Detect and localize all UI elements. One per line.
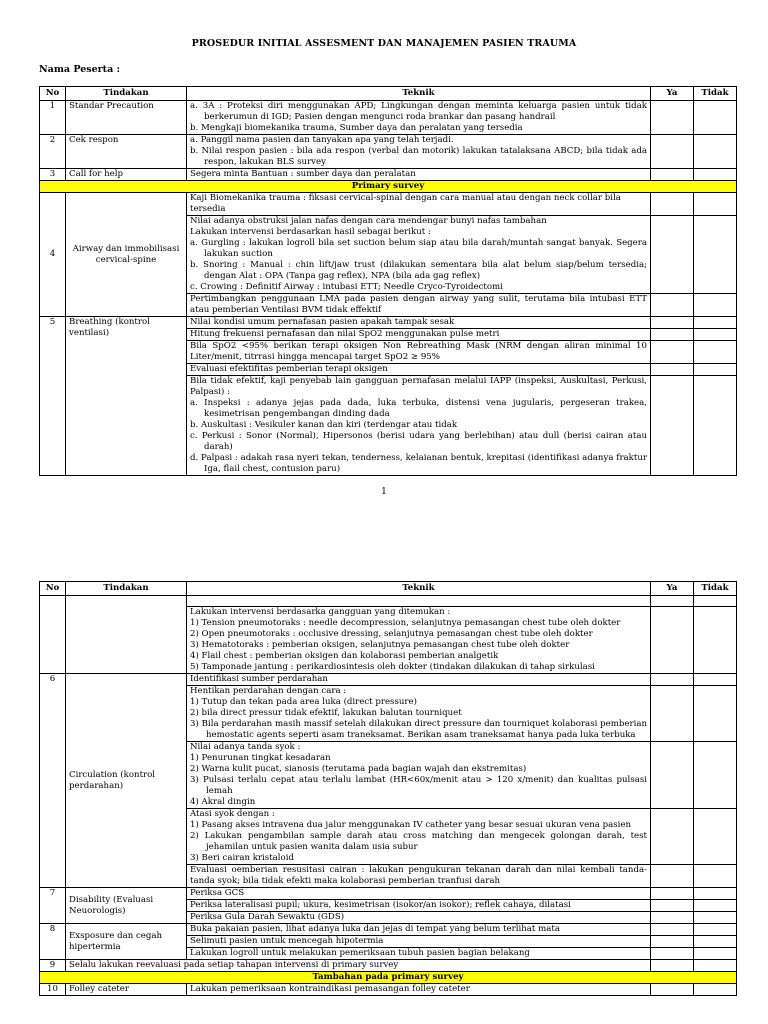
no-check-cell[interactable] [694,936,737,948]
yes-check-cell[interactable] [651,742,694,809]
technique-item: 2) Lakukan pengambilan sample darah atau cross matching dan mengecek golongan darah, test jehamilan untuk pasien wanita dalam usia subur [190,831,647,852]
yes-check-cell[interactable] [651,936,694,948]
no-check-cell[interactable] [694,364,737,376]
technique-item: 2) Warna kulit pucat, sianosis (terutama pada bagian wajah dan ekstremitas) [190,764,527,774]
yes-check-cell[interactable] [651,294,694,317]
yes-check-cell[interactable] [651,948,694,960]
yes-check-cell[interactable] [651,135,694,169]
row-number: 5 [40,317,66,476]
header-no: No [40,87,66,101]
technique-item: 1) Penurunan tingkat kesadaran [190,753,331,763]
yes-check-cell[interactable] [651,900,694,912]
technique-item: 3) Hematotoraks : pemberian oksigen, selanjutnya pemasangan chest tube oleh dokter [190,640,570,650]
technique-item: 2) Open pneumotoraks : occlusive dressing, selanjutnya pemasangan chest tube oleh dokter [190,629,593,639]
page-title: PROSEDUR INITIAL ASSESMENT DAN MANAJEMEN PASIEN TRAUMA [191,38,577,49]
action-cell: Disability (Evaluasi Neuorologis) [66,888,187,924]
table-row [40,193,737,216]
header-no: No [40,582,66,596]
technique-item: a. Gurgling : lakukan logroll bila set suction belum siap atau bila darah/muntah sangat banyak. Segera lakukan suction [190,238,647,259]
no-check-cell[interactable] [694,912,737,924]
no-check-cell[interactable] [694,948,737,960]
procedure-table-page-2 [39,581,737,996]
no-check-cell[interactable] [694,865,737,888]
technique-item: a. Inspeksi : adanya jejas pada dada, luka terbuka, distensi vena jugularis, pergeseran trakea, kesimetrisan pengembangan dinding dada [190,398,647,419]
row-number: 1 [40,101,66,135]
header-yes: Ya [651,582,694,596]
header-technique: Teknik [187,87,651,101]
no-check-cell[interactable] [694,924,737,936]
technique-item: b. Snoring : Manual : chin lift/jaw trust (dilakukan sementara bila alat belum siap/belum tersedia; dengan Alat : OPA (Tanpa gag reflex), NPA (bila ada gag reflex) [190,260,647,281]
technique-item: 2) bila direct pressur tidak efektif, lakukan balutan tourniquet [190,708,462,718]
row-number-empty [40,596,66,674]
table-row [40,317,737,329]
no-check-cell[interactable] [694,294,737,317]
yes-check-cell[interactable] [651,329,694,341]
page-number: 1 [381,487,387,497]
no-check-cell[interactable] [694,984,737,996]
action-cell-empty [66,596,187,674]
no-check-cell[interactable] [694,674,737,686]
row-number: 3 [40,169,66,181]
table-row [40,674,737,686]
yes-check-cell[interactable] [651,865,694,888]
table-row [40,169,737,181]
technique-cell: Segera minta Bantuan : sumber daya dan peralatan [187,169,651,181]
table-row [40,135,737,169]
technique-cell: Hitung frekuensi pernafasan dan nilai SpO2 menggunakan pulse metri [187,329,651,341]
section-title-primary-survey: Primary survey [40,181,737,193]
row-number: 6 [40,674,66,888]
yes-check-cell[interactable] [651,960,694,972]
header-yes: Ya [651,87,694,101]
yes-check-cell[interactable] [651,674,694,686]
participant-label: Nama Peserta : [39,64,121,75]
no-check-cell[interactable] [694,809,737,865]
row-number: 7 [40,888,66,924]
action-cell: Breathing (kontrol ventilasi) [66,317,187,476]
section-header-row [40,972,737,984]
table-row [40,960,737,972]
yes-check-cell[interactable] [651,341,694,364]
technique-cell: Evaluasi efektifitas pemberian terapi oksigen [187,364,651,376]
technique-cell [187,101,651,135]
no-check-cell[interactable] [694,596,737,607]
technique-item: a. Panggil nama pasien dan tanyakan apa yang telah terjadi. [190,135,454,145]
action-cell: Exsposure dan cegah hipertermia [66,924,187,960]
technique-line: Nilai adanya obstruksi jalan nafas dengan cara mendengar bunyi nafas tambahan [190,216,547,226]
technique-line: Nilai adanya tanda syok : [190,742,301,752]
section-header-row [40,181,737,193]
technique-item: 4) Akral dingin [190,797,256,807]
header-no-answer: Tidak [694,582,737,596]
yes-check-cell[interactable] [651,317,694,329]
yes-check-cell[interactable] [651,216,694,294]
no-check-cell[interactable] [694,376,737,476]
technique-cell [187,742,651,809]
technique-item: 5) Tamponade jantung : perikardiosintesis oleh dokter (tindakan dilakukan di tahap sirkulasi [190,662,595,672]
yes-check-cell[interactable] [651,596,694,607]
table-row [40,596,737,607]
yes-check-cell[interactable] [651,686,694,742]
technique-item: 1) Tension pneumotoraks : needle decompression, selanjutnya pemasangan chest tube oleh dokter [190,618,621,628]
technique-cell: Lakukan pemeriksaan kontraindikasi pemasangan folley cateter [187,984,651,996]
action-cell: Circulation (kontrol perdarahan) [66,674,187,888]
header-no-answer: Tidak [694,87,737,101]
technique-cell: Selimuti pasien untuk mencegah hipotermia [187,936,651,948]
technique-item: 3) Beri cairan kristaloid [190,853,294,863]
yes-check-cell[interactable] [651,169,694,181]
no-check-cell[interactable] [694,607,737,674]
technique-cell: Periksa GCS [187,888,651,900]
no-check-cell[interactable] [694,135,737,169]
technique-line: Atasi syok dengan : [190,809,275,819]
row-number: 9 [40,960,66,972]
action-cell: Standar Precaution [66,101,187,135]
technique-cell [187,376,651,476]
row-number: 4 [40,193,66,317]
technique-cell [187,135,651,169]
yes-check-cell[interactable] [651,888,694,900]
table-row [40,888,737,900]
yes-check-cell[interactable] [651,912,694,924]
header-action: Tindakan [66,582,187,596]
no-check-cell[interactable] [694,960,737,972]
no-check-cell[interactable] [694,888,737,900]
technique-cell: Kaji Biomekanika trauma : fiksasi cervical-spinal dengan cara manual atau dengan neck collar bila tersedia [187,193,651,216]
row-number: 10 [40,984,66,996]
technique-line: Lakukan intervensi berdasarkan hasil sebagai berikut : [190,227,431,237]
technique-cell: Pertimbangkan penggunaan LMA pada pasien dengan airway yang sulit, terutama bila intubasi ETT atau pemberian Ventilasi BVM tidak effektif [187,294,651,317]
yes-check-cell[interactable] [651,101,694,135]
action-cell: Call for help [66,169,187,181]
technique-item: a. 3A : Proteksi diri menggunakan APD; Lingkungan dengan meminta keluarga pasien untuk tidak berkerumun di IGD; Pasien dengan mengunci roda brankar dan pasang handrail [190,101,647,122]
technique-item: b. Mengkaji biomekanika trauma, Sumber daya dan peralatan yang tersedia [190,123,523,133]
no-check-cell[interactable] [694,101,737,135]
technique-item: 3) Bila perdarahan masih massif setelah dilakukan direct pressure dan tourniquet kolaborasi pemberian hemostatic agents seperti asam traneksamat. Berikan asam traneksamat hanya pada luka terbuka [190,719,647,740]
no-check-cell[interactable] [694,341,737,364]
technique-item: c. Perkusi : Sonor (Normal), Hipersonos (berisi udara yang berlebihan) atau dull (berisi cairan atau darah) [190,431,647,452]
technique-cell: Periksa Gula Darah Sewaktu (GDS) [187,912,651,924]
row-number: 2 [40,135,66,169]
no-check-cell[interactable] [694,317,737,329]
action-cell: Cek respon [66,135,187,169]
technique-item: d. Palpasi : adakah rasa nyeri tekan, tenderness, kelaianan bentuk, krepitasi (identifikasi adanya fraktur Iga, flail chest, contusion paru) [190,453,647,474]
technique-line: Lakukan intervensi berdasarka gangguan yang ditemukan : [190,607,451,617]
table-header-row [40,87,737,101]
procedure-table-page-1 [39,86,737,476]
header-action: Tindakan [66,87,187,101]
no-check-cell[interactable] [694,169,737,181]
technique-cell: Identifikasi sumber perdarahan [187,674,651,686]
technique-item: b. Auskultasi : Vesikuler kanan dan kiri (terdengar atau tidak [190,420,458,430]
no-check-cell[interactable] [694,686,737,742]
technique-item: 4) Flail chest : pemberian oksigen dan kolaborasi pemberian analgetik [190,651,499,661]
technique-cell [187,686,651,742]
technique-cell [187,216,651,294]
technique-item: c. Crowing : Definitif Airway : intubasi ETT; Needle Cryco-Tyroidectomi [190,282,503,292]
yes-check-cell[interactable] [651,364,694,376]
technique-cell: Selalu lakukan reevaluasi pada setiap tahapan intervensi di primary survey [66,960,651,972]
table-row [40,924,737,936]
technique-cell: Lakukan logroll untuk melakukan pemeriksaan tubuh pasien bagian belakang [187,948,651,960]
technique-cell [187,809,651,865]
table-row [40,984,737,996]
technique-cell: Nilai kondisi umum pernafasan pasien apakah tampak sesak [187,317,651,329]
technique-cell-empty [187,596,651,607]
technique-cell [187,607,651,674]
no-check-cell[interactable] [694,900,737,912]
technique-cell: Periksa lateralisasi pupil; ukura, kesimetrisan (isokor/an isokor); reflek cahaya, dilatasi [187,900,651,912]
section-title-tambahan: Tambahan pada primary survey [40,972,737,984]
yes-check-cell[interactable] [651,376,694,476]
no-check-cell[interactable] [694,216,737,294]
technique-cell: Evaluasi oemberian resusitasi cairan : lakukan pengukuran tekanan darah dan nilai kembali tanda-tanda syok; bila tidak efekti maka kolaborasi pemberian tranfusi darah [187,865,651,888]
technique-cell: Buka pakaian pasien, lihat adanya luka dan jejas di tempat yang belum terlihat mata [187,924,651,936]
action-cell: Folley cateter [66,984,187,996]
action-cell: Airway dan immobilisasi cervical-spine [66,193,187,317]
yes-check-cell[interactable] [651,607,694,674]
no-check-cell[interactable] [694,329,737,341]
technique-item: 1) Tutup dan tekan pada area luka (direct pressure) [190,697,417,707]
yes-check-cell[interactable] [651,984,694,996]
technique-item: b. Nilai respon pasien : bila ada respon (verbal dan motorik) lakukan tatalaksana ABCD; bila tidak ada respon, lakukan BLS survey [190,146,647,167]
technique-cell: Bila SpO2 <95% berikan terapi oksigen Non Rebreathing Mask (NRM dengan aliran minimal 10 Liter/menit, titrrasi hingga mencapai target SpO2 ≥ 95% [187,341,651,364]
no-check-cell[interactable] [694,742,737,809]
table-header-row [40,582,737,596]
technique-item: 1) Pasang akses intravena dua jalur menggunakan IV catheter yang besar sesuai ukuran vena pasien [190,820,631,830]
technique-item: 3) Pulsasi terlalu cepat atau terlalu lambat (HR<60x/menit atau > 120 x/menit) dan kualitas pulsasi lemah [190,775,647,796]
yes-check-cell[interactable] [651,809,694,865]
no-check-cell[interactable] [694,193,737,216]
technique-line: Hentikan perdarahan dengan cara : [190,686,347,696]
technique-line: Bila tidak efektif, kaji penyebab lain gangguan pernafasan melalui IAPP (inspeksi, Auskultasi, Perkusi, Palpasi) : [190,376,647,397]
row-number: 8 [40,924,66,960]
yes-check-cell[interactable] [651,193,694,216]
table-row [40,101,737,135]
header-technique: Teknik [187,582,651,596]
yes-check-cell[interactable] [651,924,694,936]
